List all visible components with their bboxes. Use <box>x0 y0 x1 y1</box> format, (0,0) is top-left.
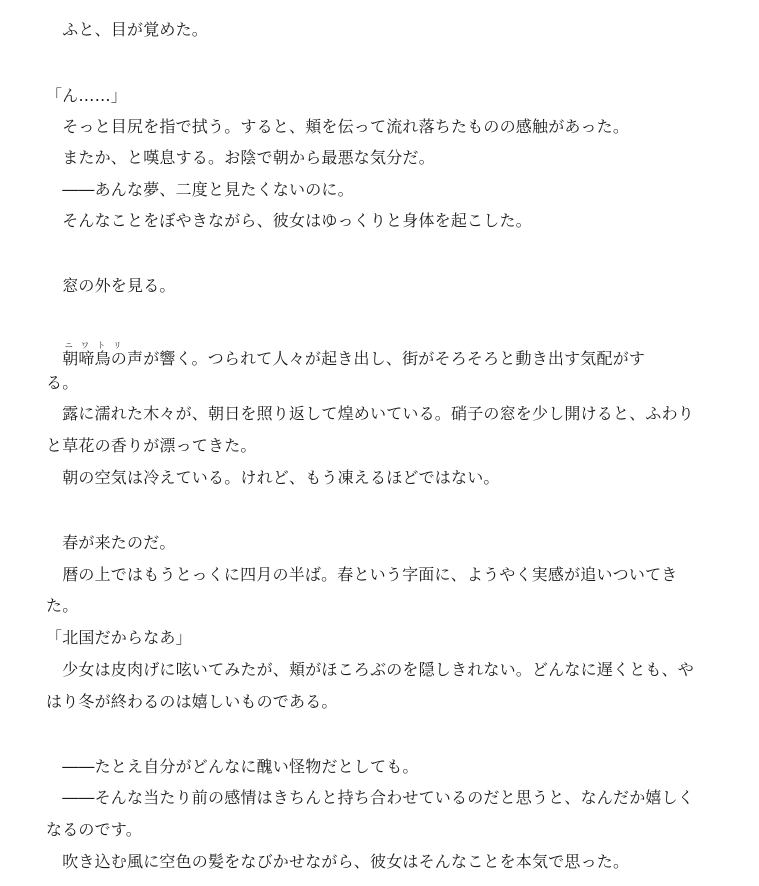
text-line: 窓の外を見る。 <box>46 276 176 295</box>
text-line: 吹き込む風に空色の髪をなびかせながら、彼女はそんなことを本気で思った。 <box>46 852 630 871</box>
text-line: 暦の上ではもうとっくに四月の半ば。春という字面に、ようやく実感が追いついてき <box>46 565 678 584</box>
text-line: 春が来たのだ。 <box>46 533 176 552</box>
text-line: 「ん……」 <box>46 86 128 105</box>
text-line: ふと、目が覚めた。 <box>46 20 209 39</box>
text-line: る。 <box>46 373 79 392</box>
text-line: ――そんな当たり前の感情はきちんと持ち合わせているのだと思うと、なんだか嬉しく <box>46 788 695 807</box>
text-line: ――たとえ自分がどんなに醜い怪物だとしても。 <box>46 757 419 776</box>
text-line: なるのです。 <box>46 820 142 839</box>
text-line: またか、と嘆息する。お陰で朝から最悪な気分だ。 <box>46 148 435 167</box>
text-line: た。 <box>46 596 79 615</box>
text-line: 露に濡れた木々が、朝日を照り返して煌めいている。硝子の窓を少し開けると、ふわり <box>46 404 695 423</box>
text-line: 朝の空気は冷えている。けれど、もう凍えるほどではない。 <box>46 468 500 487</box>
text-line-with-ruby <box>46 341 706 369</box>
ruby-reading: ニワトリ <box>62 341 127 350</box>
text-line: と草花の香りが漂ってきた。 <box>46 436 257 455</box>
text-line: はり冬が終わるのは嬉しいものである。 <box>46 692 338 711</box>
text-line: そっと目尻を指で拭う。すると、頬を伝って流れ落ちたものの感触があった。 <box>46 117 630 136</box>
text-line: そんなことをぼやきながら、彼女はゆっくりと身体を起こした。 <box>46 211 532 230</box>
text-line: ――あんな夢、二度と見たくないのに。 <box>46 180 354 199</box>
ruby-base: 朝啼鳥の <box>62 349 128 368</box>
ruby-indent <box>46 349 62 368</box>
text-line: 「北国だからなあ」 <box>46 628 192 647</box>
ruby-line-rest: 声が響く。つられて人々が起き出し、街がそろそろと動き出す気配がす <box>127 349 646 368</box>
text-line: 少女は皮肉げに呟いてみたが、頬がほころぶのを隠しきれない。どんなに遅くとも、や <box>46 660 695 679</box>
furigana-ruby <box>62 341 128 368</box>
